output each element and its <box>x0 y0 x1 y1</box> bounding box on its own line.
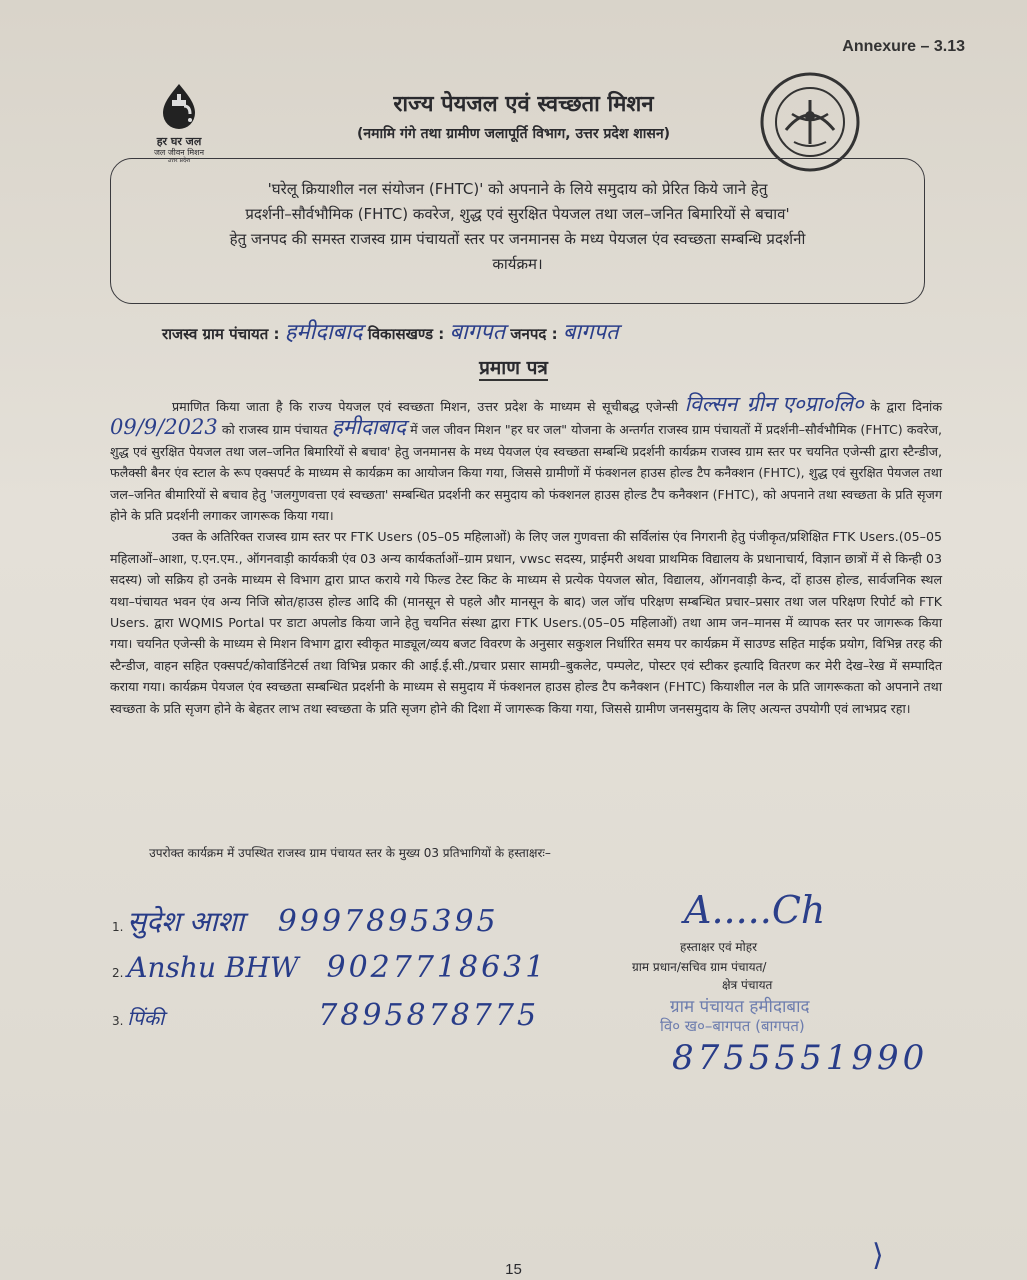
agency-name: विल्सन ग्रीन <box>684 392 776 416</box>
pradhan-signature: A.....Ch <box>684 888 826 932</box>
page-number: 15 <box>505 1261 522 1278</box>
annexure-label: Annexure – 3.13 <box>842 38 965 55</box>
gram-panchayat-label: राजस्व ग्राम पंचायत : <box>162 325 280 343</box>
logo-text-line1: हर घर जल <box>156 135 202 148</box>
body-paragraph-1: प्रमाणित किया जाता है कि राज्य पेयजल एवं स्वच्छता मिशन, उत्तर प्रदेश के माध्यम से सूचीबद्ध एजेन्सी विल्सन ग्रीन ए०प्रा०लि० के द्वारा दिनांक 09/9/2023 को राजस्व ग्राम पंचायत हमीदाबाद में जल जीवन मिशन "हर घर जल" योजना के अन्तर्गत राजस्व ग्राम पंचायतों में प्रदर्शनी–सौर्वभौमिक (FHTC) कवरेज, शुद्ध एवं सुरक्षित पेयजल तथा जल–जनित बिमारियों से बचाव' हेतु जनमानस के मध्य पेयजल एंव स्वच्छता सम्बन्धि प्रदर्शनी कार्यक्रम राजस्व ग्राम स्तर पर चयनित एजेन्सी द्वारा स्टैन्डीज, फलैक्सी बैनर एंव स्टाल के रूप एक्सपर्ट के माध्यम से कार्यक्रम का आयोजन किया गया, जिससे ग्रामीणों में फंक्शनल हाउस होल्ड टैप कनैक्शन (FHTC), शुद्ध एवं सुरक्षित पेयजल तथा जल–जनित बीमारियों से बचाव हेतु 'जलगुणवत्ता एवं स्वच्छता' सम्बन्धित प्रदर्शनी कर समुदाय को फंक्शनल हाउस होल्ड टैप कनैक्शन (FHTC), को अपनाने तथा स्वच्छता के प्रति सृजग होने के प्रति प्रदर्शनी लगाकर जागरूक किया गया। <box>110 392 942 524</box>
stamp-line-2: वि० ख०–बागपत (बागपत) <box>660 1017 805 1035</box>
participant-phone: 9027718631 <box>326 950 548 985</box>
certificate-title: प्रमाण पत्र <box>479 357 548 379</box>
agency-suffix: ए०प्रा०लि० <box>782 392 864 416</box>
participant-row: 3. पिंकी 7895878775 <box>112 998 540 1033</box>
program-banner <box>110 158 925 304</box>
banner-line: प्रदर्शनी–सौर्वभौमिक (FHTC) कवरेज, शुद्ध एवं सुरक्षित पेयजल तथा जल–जनित बिमारियों से बचाव' <box>245 205 790 223</box>
participant-row: 1. सुदेश आशा 9997895395 <box>112 904 499 939</box>
participant-phone: 7895878775 <box>318 998 540 1033</box>
gram-panchayat-value: हमीदाबाद <box>284 320 363 345</box>
program-date: 09/9/2023 <box>110 415 218 440</box>
pradhan-phone: 8755551990 <box>672 1038 929 1078</box>
page-title: राज्य पेयजल एवं स्वच्छता मिशन <box>393 92 654 117</box>
signatory-role: ग्राम प्रधान/सचिव ग्राम पंचायत/ <box>632 960 767 974</box>
page-subtitle: (नमामि गंगे तथा ग्रामीण जलापूर्ति विभाग, उत्तर प्रदेश शासन) <box>356 126 671 142</box>
banner-line: कार्यक्रम। <box>492 255 543 273</box>
participants-note: उपरोक्त कार्यक्रम में उपस्थित राजस्व ग्राम पंचायत स्तर के मुख्य 03 प्रतिभागियों के हस्ताक्षरः– <box>149 846 551 860</box>
banner-line: 'घरेलू क्रियाशील नल संयोजन (FHTC)' को अपनाने के लिये समुदाय को प्रेरित किये जाने हेतु <box>267 180 768 198</box>
block-value: बागपत <box>449 320 506 345</box>
signature-label: हस्ताक्षर एवं मोहर <box>680 940 758 954</box>
participant-name: Anshu BHW <box>127 951 299 984</box>
district-value: बागपत <box>562 320 619 345</box>
participant-name: पिंकी <box>127 1006 165 1030</box>
pen-mark: ⟩ <box>872 1238 884 1273</box>
logo-text-line3: उत्तर प्रदेश <box>167 157 191 164</box>
banner-line: हेतु जनपद की समस्त राजस्व ग्राम पंचायतों स्तर पर जनमानस के मध्य पेयजल एंव स्वच्छता सम्बन्धि प्रदर्शनी <box>229 230 806 248</box>
district-label: जनपद : <box>510 325 558 343</box>
certificate-body <box>110 394 942 719</box>
logo-text-line2: जल जीवन मिशन <box>153 148 205 157</box>
participant-name: सुदेश आशा <box>127 905 244 938</box>
signatory-role-2: क्षेत्र पंचायत <box>722 978 773 992</box>
participant-phone: 9997895395 <box>277 904 499 939</box>
location-info <box>162 316 619 346</box>
body-paragraph-2: उक्त के अतिरिक्त राजस्व ग्राम स्तर पर FTK Users (05–05 महिलाओं) के लिए जल गुणवत्ता की सर्विलांस एंव निगरानी हेतु पंजीकृत/प्रशिक्षित FTK Users.(05–05 महिलाओं–आशा, ए.एन.एम., ऑगनवाड़ी कार्यकत्री एंव 03 अन्य कार्यकर्ताओं–ग्राम प्रधान, vwsc सदस्य, प्राईमरी अथवा प्राथमिक विद्यालय के प्रधानाचार्य, विज्ञान छात्रों में से किन्ही 03 सदस्य) जो सक्रिय हो उनके माध्यम से विभाग द्वारा प्राप्त कराये गये फिल्ड टेस्ट किट के माध्यम से प्रत्येक पेयजल स्रोत, विद्यालय, ऑगनवाड़ी केन्द, दों हाउस होल्ड, सार्वजनिक स्थल यथा–पंचायत भवन एंव अन्य निजि स्रोत/हाउस होल्ड आदि की (मानसून से पहले और मानसून के बाद) जल जॉच परिक्षण सम्बन्धित प्रचार–प्रसार तथा जल परिक्षण रिपोर्ट को FTK Users. द्वारा WQMIS Portal पर डाटा अपलोड किया जाने हेतु चयनित संस्था द्वारा FTK Users.(05–05 महिलाओं) तथा आम जन–मानस में व्यापक स्तर पर जागरूक किया गया। चयनित एजेन्सी के माध्यम से मिशन विभाग द्वारा स्वीकृत माड्यूल/व्यय बजट विवरण के अनुसार सकुशल निर्धारित समय पर कार्यक्रम में साउण्ड सहित माईक प्रयोग, विभिन्न तरह की स्टैन्डीज, वाहन सहित एक्सपर्ट/कोवार्डिनेटर्स तथा विभिन्न प्रकार की आई.ई.सी./प्रचार प्रसार सामग्री–बुकलेट, पम्पलेट, पोस्टर एवं स्टीकर इत्यादि वितरण कर मेरी देख–रेख में सम्पादित कराया गया। कार्यक्रम पेयजल एंव स्वच्छता सम्बन्धित प्रदर्शनी के माध्यम से समुदाय में फंक्शनल हाउस होल्ड टैप कनैक्शन (FHTC) कियाशील नल के प्रति जागरूकता को अपनाने तथा स्वच्छता के प्रति सृजग होने के बेहतर लाभ तथा स्वच्छता के प्रति सृजग होने की दिशा में जागरूक किया गया, जिससे ग्रामीण जनसमुदाय के लिए अत्यन्त उपयोगी एवं लाभप्रद रहा। <box>110 529 942 716</box>
stamp-line-1: ग्राम पंचायत हमीदाबाद <box>670 997 810 1017</box>
block-label: विकासखण्ड : <box>367 325 445 343</box>
gram-panchayat-name: हमीदाबाद <box>331 415 406 440</box>
participant-row: 2. Anshu BHW 9027718631 <box>112 950 548 985</box>
